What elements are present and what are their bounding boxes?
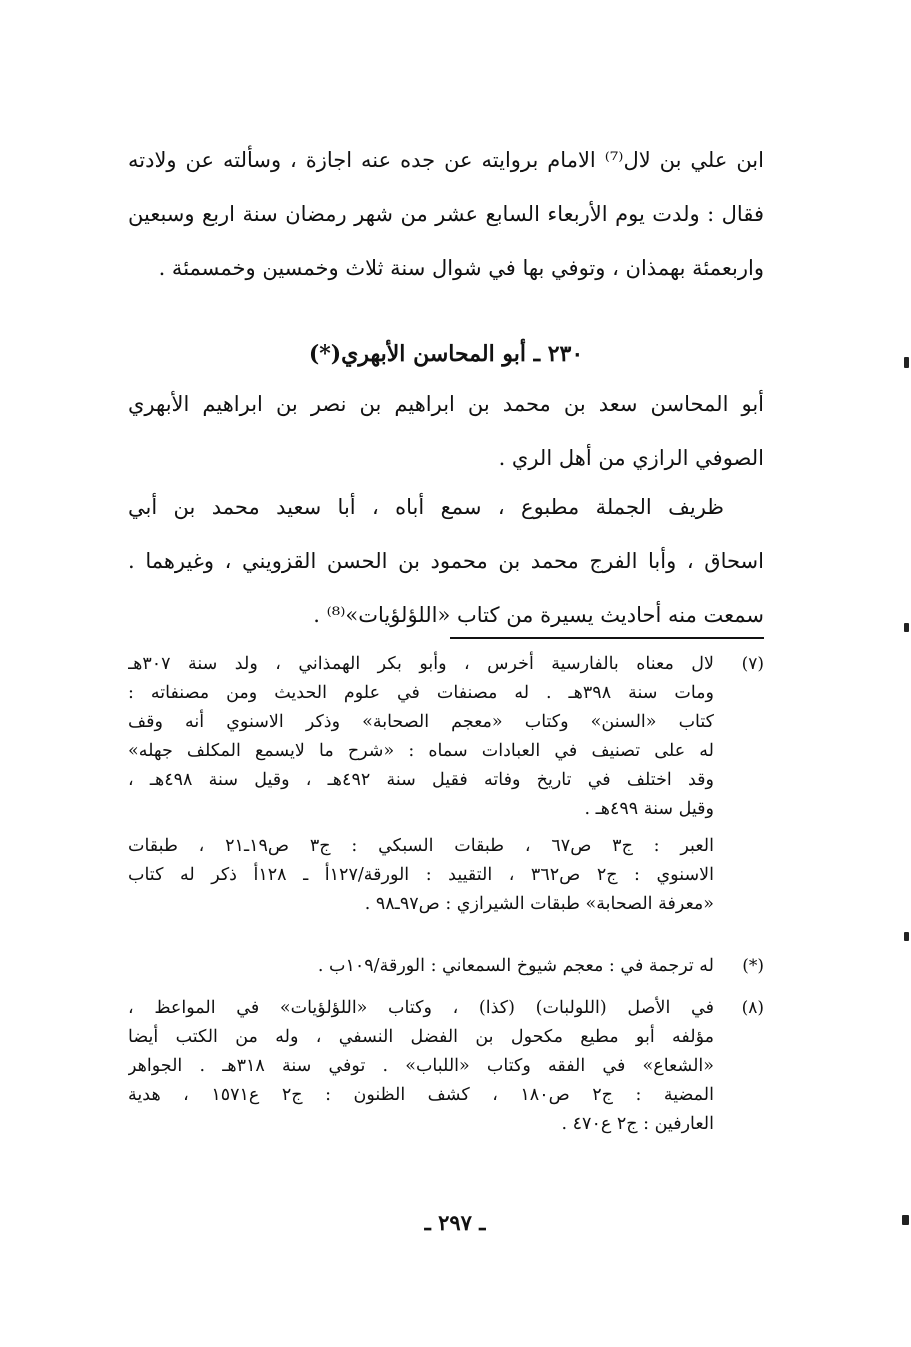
text-line: اسحاق ، وأبا الفرج محمد بن محمود بن الحسن القزويني ، وغيرهما .: [128, 549, 764, 573]
footnote-body: [128, 994, 714, 1139]
footnote-7: [128, 650, 764, 919]
footnote-line: «الشعاع» في الفقه وكتاب «اللباب» . توفي سنة ٣١٨هـ . الجواهر: [128, 1056, 714, 1076]
footnote-line: وقيل سنة ٤٩٩هـ .: [584, 799, 714, 819]
entry-paragraph-description: [128, 480, 764, 642]
footnote-asterisk: [128, 952, 764, 981]
page-number: ـ ٢٩٧ ـ: [424, 1210, 486, 1235]
text-line: واربعمئة بهمذان ، وتوفي بها في شوال سنة ثلاث وخمسين وخمسمئة .: [158, 256, 764, 280]
footnote-reference-line: العبر : ج٣ ص٦٧ ، طبقات السبكي : ج٣ ص١٩ـ٢١ ، طبقات: [128, 836, 714, 856]
footnote-line: وقد اختلف في تاريخ وفاته فقيل سنة ٤٩٢هـ ، وقيل سنة ٤٩٨هـ ،: [128, 770, 714, 790]
footnote-8: [128, 994, 764, 1139]
footnote-reference-line: «معرفة الصحابة» طبقات الشيرازي : ص٩٧ـ٩٨ .: [364, 894, 714, 914]
footnote-line: مؤلفه أبو مطيع مكحول بن الفضل النسفي ، وله من الكتب أيضا: [128, 1027, 714, 1047]
scan-speck: [904, 357, 909, 368]
footnote-line: العارفين : ج٢ ع٤٧٠ .: [561, 1114, 714, 1134]
footnote-marker: (*): [742, 956, 764, 976]
text-line: أبو المحاسن سعد بن محمد بن ابراهيم بن نصر بن ابراهيم الأبهري: [128, 392, 764, 416]
footnote-reference-line: الاسنوي : ج٢ ص٣٦٢ ، التقييد : الورقة/١٢٧أ ـ ١٢٨أ ذكر له كتاب: [128, 865, 714, 885]
text-line: ابن علي بن لال⁽⁷⁾ الامام بروايته عن جده عنه اجازة ، وسألته عن ولادته: [128, 148, 764, 172]
footnote-line: المضية : ج٢ ص١٨٠ ، كشف الظنون : ج٢ ع١٥٧١ ، هدية: [128, 1085, 714, 1105]
scan-speck: [902, 1215, 909, 1225]
footnote-marker: (٨): [741, 998, 764, 1018]
text-line: سمعت منه أحاديث يسيرة من كتاب «اللؤلؤيات»⁽⁸⁾ .: [313, 603, 764, 627]
footnote-body: [128, 650, 714, 919]
footnote-line: كتاب «السنن» وكتاب «معجم الصحابة» وذكر الاسنوي أنه وقف: [128, 712, 714, 732]
scan-speck: [904, 932, 909, 941]
footnote-line: له على تصنيف في العبادات سماه : «شرح ما لايسمع المكلف جهله»: [128, 741, 714, 761]
footnote-marker: (٧): [741, 654, 764, 674]
text-line: الصوفي الرازي من أهل الري .: [498, 446, 764, 470]
footnote-line: لال معناه بالفارسية أخرس ، وأبو بكر الهمذاني ، ولد سنة ٣٠٧هـ: [128, 654, 714, 674]
entry-heading: ٢٣٠ ـ أبو المحاسن الأبهري(*): [308, 341, 584, 367]
entry-paragraph-name: [128, 377, 764, 485]
text-line: فقال : ولدت يوم الأربعاء السابع عشر من شهر رمضان سنة اربع وسبعين: [128, 202, 764, 226]
intro-paragraph: [128, 133, 764, 295]
footnote-line: له ترجمة في : معجم شيوخ السمعاني : الورقة/١٠٩ب .: [317, 956, 714, 976]
text-line: ظريف الجملة مطبوع ، سمع أباه ، أبا سعيد محمد بن أبي: [128, 495, 724, 519]
footnote-line: ومات سنة ٣٩٨هـ . له مصنفات في علوم الحديث ومن مصنفاته :: [128, 683, 714, 703]
footnote-line: في الأصل (اللولبات) (كذا) ، وكتاب «اللؤلؤيات» في المواعظ ،: [128, 998, 714, 1018]
footnote-body: [128, 952, 714, 981]
scan-speck: [904, 623, 909, 632]
footnote-separator: [450, 637, 764, 639]
